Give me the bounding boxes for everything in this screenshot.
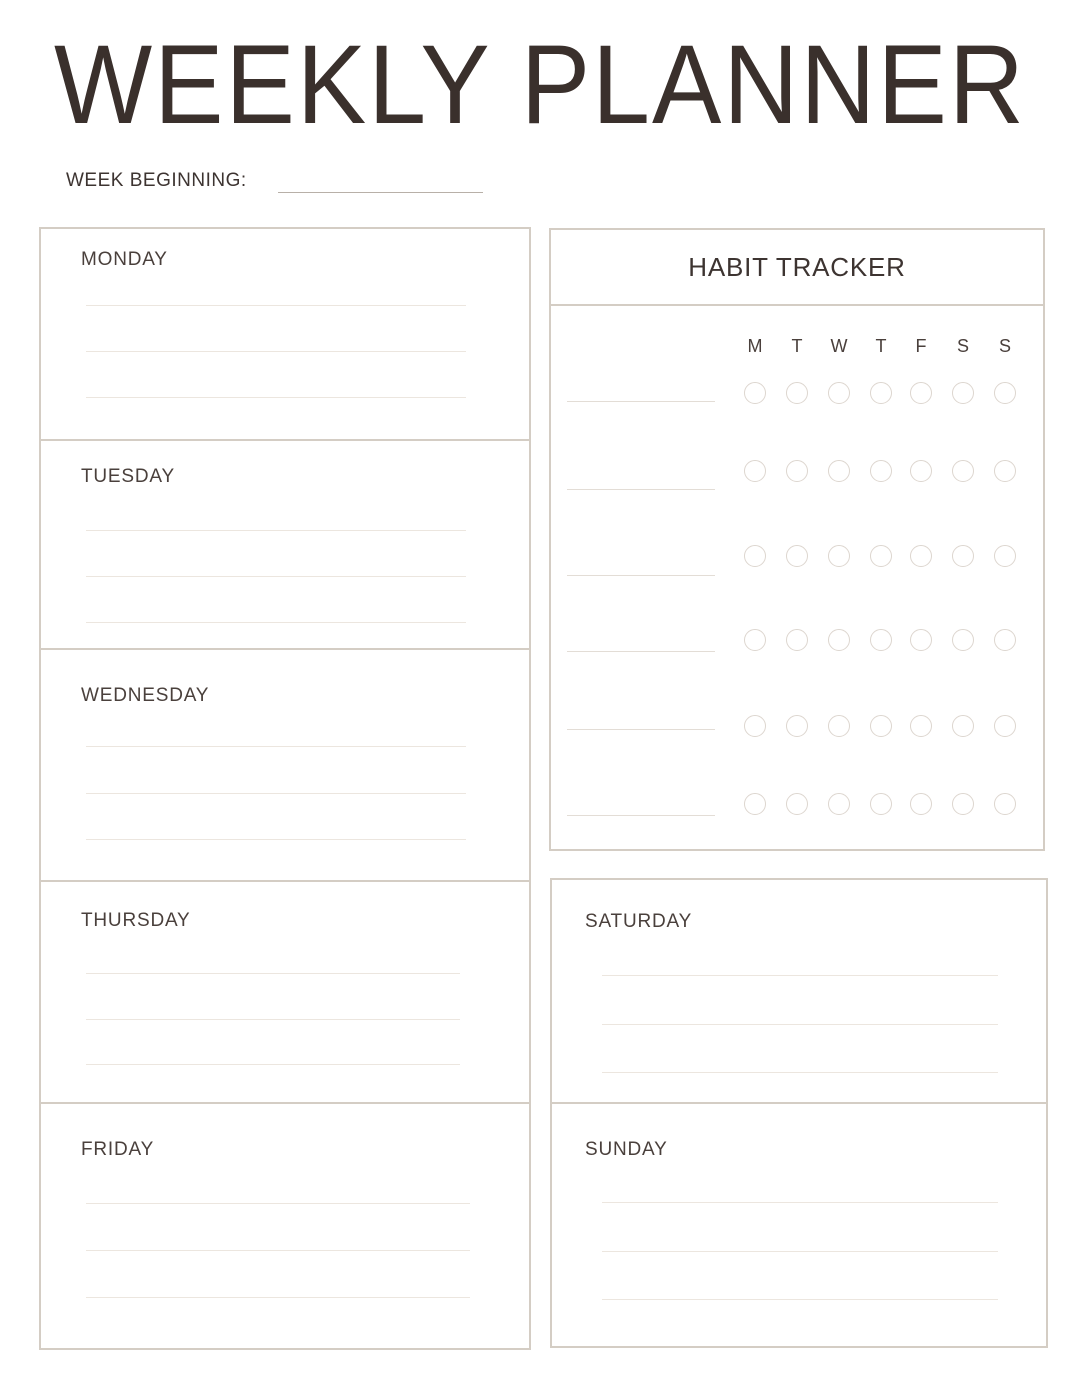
habit-name-line[interactable] <box>567 651 715 652</box>
saturday-line[interactable] <box>602 1072 998 1073</box>
week-beginning-input-line[interactable] <box>278 192 483 193</box>
habit-name-line[interactable] <box>567 815 715 816</box>
thursday-line[interactable] <box>86 1019 460 1020</box>
habit-checkbox[interactable] <box>744 545 766 567</box>
habit-checkbox[interactable] <box>952 629 974 651</box>
monday-line[interactable] <box>86 351 466 352</box>
week-beginning-label: WEEK BEGINNING: <box>66 170 247 191</box>
habit-checkbox[interactable] <box>744 460 766 482</box>
friday-line[interactable] <box>86 1203 470 1204</box>
habit-checkbox[interactable] <box>994 460 1016 482</box>
habit-checkbox[interactable] <box>994 629 1016 651</box>
habit-checkbox[interactable] <box>828 545 850 567</box>
monday-line[interactable] <box>86 397 466 398</box>
thursday-box <box>39 880 531 1105</box>
monday-line[interactable] <box>86 305 466 306</box>
habit-checkbox[interactable] <box>952 545 974 567</box>
habit-checkbox[interactable] <box>786 629 808 651</box>
habit-checkbox[interactable] <box>744 793 766 815</box>
habit-name-line[interactable] <box>567 575 715 576</box>
habit-checkbox[interactable] <box>870 793 892 815</box>
habit-name-line[interactable] <box>567 401 715 402</box>
habit-checkbox[interactable] <box>828 715 850 737</box>
tuesday-line[interactable] <box>86 622 466 623</box>
thursday-line[interactable] <box>86 1064 460 1065</box>
habit-checkbox[interactable] <box>828 460 850 482</box>
habit-checkbox[interactable] <box>870 460 892 482</box>
wednesday-line[interactable] <box>86 793 466 794</box>
habit-checkbox[interactable] <box>870 629 892 651</box>
page-title: WEEKLY PLANNER <box>53 22 1027 148</box>
habit-day-letter: T <box>875 336 887 356</box>
habit-checkbox[interactable] <box>910 715 932 737</box>
habit-day-letter: S <box>998 336 1011 356</box>
habit-checkbox[interactable] <box>994 382 1016 404</box>
habit-checkbox[interactable] <box>952 460 974 482</box>
habit-day-letter: S <box>956 336 969 356</box>
tuesday-box <box>39 439 531 650</box>
habit-checkbox[interactable] <box>910 793 932 815</box>
wednesday-line[interactable] <box>86 746 466 747</box>
habit-checkbox[interactable] <box>828 793 850 815</box>
habit-checkbox[interactable] <box>870 382 892 404</box>
habit-checkbox[interactable] <box>828 629 850 651</box>
habit-tracker-box <box>549 228 1045 851</box>
habit-checkbox[interactable] <box>786 545 808 567</box>
habit-checkbox[interactable] <box>952 793 974 815</box>
habit-checkbox[interactable] <box>786 460 808 482</box>
friday-box <box>39 1102 531 1350</box>
thursday-label: THURSDAY <box>81 910 191 931</box>
habit-day-letter: T <box>791 336 803 356</box>
sunday-line[interactable] <box>602 1251 998 1252</box>
habit-checkbox[interactable] <box>786 382 808 404</box>
habit-checkbox[interactable] <box>828 382 850 404</box>
tuesday-label: TUESDAY <box>81 466 175 487</box>
habit-checkbox[interactable] <box>870 545 892 567</box>
sunday-box <box>550 1102 1048 1348</box>
habit-checkbox[interactable] <box>910 545 932 567</box>
habit-name-line[interactable] <box>567 729 715 730</box>
habit-checkbox[interactable] <box>952 715 974 737</box>
sunday-line[interactable] <box>602 1202 998 1203</box>
saturday-line[interactable] <box>602 975 998 976</box>
habit-checkbox[interactable] <box>744 715 766 737</box>
habit-day-letter: W <box>830 336 848 356</box>
sunday-label: SUNDAY <box>585 1139 668 1160</box>
thursday-line[interactable] <box>86 973 460 974</box>
habit-checkbox[interactable] <box>994 715 1016 737</box>
habit-checkbox[interactable] <box>744 629 766 651</box>
habit-checkbox[interactable] <box>744 382 766 404</box>
friday-label: FRIDAY <box>81 1139 155 1160</box>
friday-line[interactable] <box>86 1297 470 1298</box>
habit-checkbox[interactable] <box>786 793 808 815</box>
habit-checkbox[interactable] <box>786 715 808 737</box>
saturday-line[interactable] <box>602 1024 998 1025</box>
habit-checkbox[interactable] <box>952 382 974 404</box>
monday-label: MONDAY <box>81 249 168 270</box>
habit-checkbox[interactable] <box>870 715 892 737</box>
habit-name-line[interactable] <box>567 489 715 490</box>
sunday-line[interactable] <box>602 1299 998 1300</box>
saturday-box <box>550 878 1048 1104</box>
habit-tracker-title: HABIT TRACKER <box>551 230 1043 306</box>
habit-checkbox[interactable] <box>994 793 1016 815</box>
monday-box <box>39 227 531 441</box>
wednesday-box <box>39 648 531 882</box>
wednesday-label: WEDNESDAY <box>81 685 210 706</box>
habit-checkbox[interactable] <box>910 382 932 404</box>
habit-day-letter: F <box>915 336 927 356</box>
habit-checkbox[interactable] <box>910 460 932 482</box>
habit-day-letter: M <box>747 336 763 356</box>
saturday-label: SATURDAY <box>585 911 693 932</box>
wednesday-line[interactable] <box>86 839 466 840</box>
habit-checkbox[interactable] <box>994 545 1016 567</box>
tuesday-line[interactable] <box>86 576 466 577</box>
habit-checkbox[interactable] <box>910 629 932 651</box>
friday-line[interactable] <box>86 1250 470 1251</box>
tuesday-line[interactable] <box>86 530 466 531</box>
